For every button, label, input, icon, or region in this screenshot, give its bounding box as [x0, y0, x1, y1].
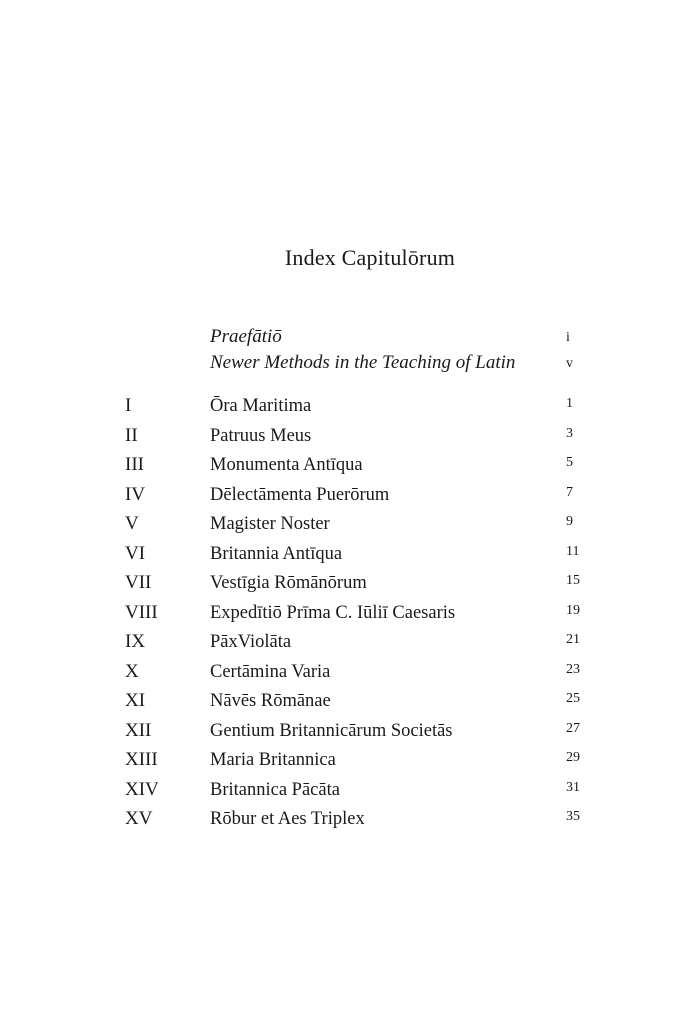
entry-page: i	[566, 330, 570, 345]
chapter-entry[interactable]	[0, 599, 683, 629]
chapter-entry[interactable]	[0, 717, 683, 747]
chapter-entry[interactable]	[0, 422, 683, 452]
chapter-entry[interactable]	[0, 451, 683, 481]
entry-title: Newer Methods in the Teaching of Latin	[210, 352, 516, 373]
chapter-number: XI	[125, 690, 146, 711]
chapter-title: Britannia Antīqua	[210, 543, 343, 564]
chapter-page: 23	[566, 661, 580, 677]
chapter-title: Gentium Britannicārum Societās	[210, 720, 453, 741]
chapter-entry[interactable]	[0, 481, 683, 511]
chapter-number: V	[125, 513, 139, 534]
front-matter-entry[interactable]	[0, 324, 683, 350]
entry-title: Praefātiō	[210, 326, 282, 347]
chapter-page: 35	[566, 809, 580, 824]
chapter-entry[interactable]	[0, 776, 683, 806]
chapter-title: Magister Noster	[210, 514, 330, 534]
chapter-entry[interactable]	[0, 746, 683, 776]
chapter-title: Ōra Maritima	[210, 396, 312, 416]
chapter-number: VI	[125, 542, 146, 564]
chapter-number: IX	[125, 631, 146, 652]
chapter-title: Monumenta Antīqua	[210, 455, 363, 475]
chapter-entry[interactable]	[0, 805, 683, 835]
chapter-entry[interactable]	[0, 687, 683, 717]
chapter-title: Maria Britannica	[210, 750, 336, 770]
chapter-page: 11	[566, 543, 580, 559]
chapter-entry[interactable]	[0, 510, 683, 540]
chapter-page: 19	[566, 602, 580, 618]
chapter-title: PāxViolāta	[210, 632, 292, 652]
front-matter-list	[0, 324, 683, 376]
chapter-page: 5	[566, 455, 573, 470]
page-title: Index Capitulōrum	[284, 245, 456, 270]
chapter-page: 29	[566, 750, 580, 765]
chapter-page: 9	[566, 514, 573, 529]
chapter-page: 1	[566, 396, 573, 411]
chapter-number: XII	[125, 719, 152, 741]
chapter-entry[interactable]	[0, 569, 683, 599]
chapter-title: Dēlectāmenta Puerōrum	[210, 484, 390, 505]
chapter-number: II	[125, 424, 138, 446]
chapter-number: X	[125, 660, 139, 682]
chapter-page: 3	[566, 425, 573, 441]
chapter-page: 31	[566, 779, 580, 795]
chapter-number: XV	[125, 808, 153, 829]
chapter-number: IV	[125, 483, 146, 505]
chapter-number: VII	[125, 572, 152, 593]
chapter-title: Nāvēs Rōmānae	[210, 691, 331, 711]
chapter-entry[interactable]	[0, 628, 683, 658]
chapter-page: 27	[566, 720, 580, 736]
chapter-list	[0, 392, 683, 835]
chapter-title: Britannica Pācāta	[210, 779, 340, 800]
chapter-number: XIII	[125, 749, 158, 770]
chapter-title: Certāmina Varia	[210, 661, 331, 682]
chapter-page: 21	[566, 632, 580, 647]
chapter-page: 25	[566, 691, 580, 706]
chapter-number: XIV	[125, 778, 159, 800]
chapter-title: Vestīgia Rōmānōrum	[210, 573, 367, 593]
front-matter-entry[interactable]	[0, 350, 683, 376]
chapter-entry[interactable]	[0, 392, 683, 422]
chapter-number: III	[125, 454, 144, 475]
chapter-page: 15	[566, 573, 580, 588]
chapter-title: Expedītiō Prīma C. Iūliī Caesaris	[210, 602, 456, 623]
chapter-title: Patruus Meus	[210, 425, 312, 446]
entry-page: v	[566, 356, 573, 371]
chapter-number: I	[125, 395, 132, 416]
chapter-page: 7	[566, 484, 573, 500]
chapter-entry[interactable]	[0, 540, 683, 570]
chapter-title: Rōbur et Aes Triplex	[210, 809, 365, 829]
chapter-number: VIII	[125, 601, 158, 623]
chapter-entry[interactable]	[0, 658, 683, 688]
